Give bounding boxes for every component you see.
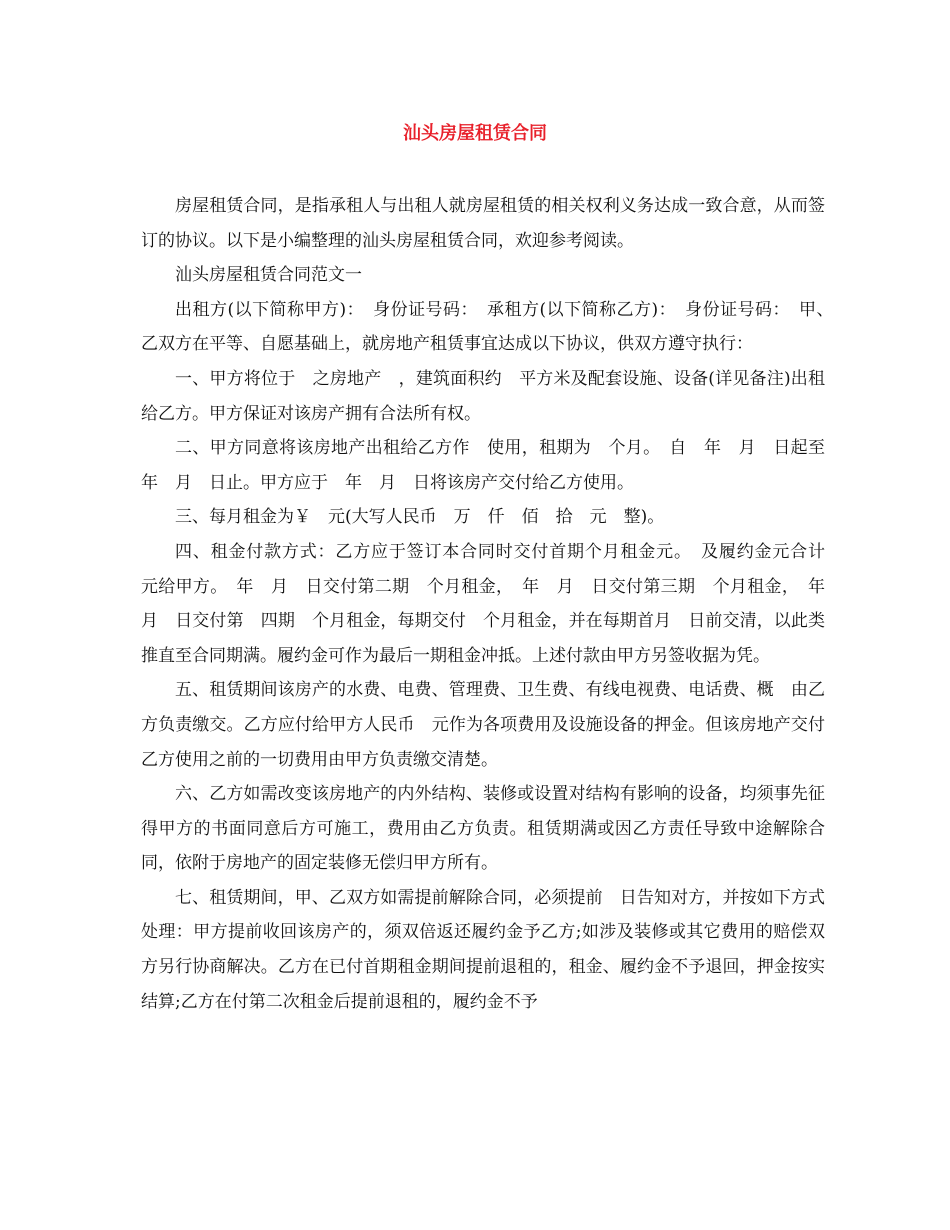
clause-7: 七、租赁期间，甲、乙双方如需提前解除合同，必须提前 日告知对方，并按如下方式处理：甲方提前收回该房产的，须双倍返还履约金予乙方;如涉及装修或其它费用的赔偿双方另行协商解决。乙方在已付首期租金期间提前退租的，租金、履约金不予退回，押金按实结算;乙方在付第二次租金后提前退租的，履约金不予 (141, 887, 825, 1012)
section-heading: 汕头房屋租赁合同范文一 (175, 265, 362, 286)
clause-6: 六、乙方如需改变该房地产的内外结构、装修或设置对结构有影响的设备，均须事先征得甲方的书面同意后方可施工，费用由乙方负责。租赁期满或因乙方责任导致中途解除合同，依附于房地产的固定装修无偿归甲方所有。 (141, 784, 825, 874)
clause-4: 四、租金付款方式：乙方应于签订本合同时交付首期个月租金元。 及履约金元合计 元给甲方。 年 月 日交付第二期 个月租金， 年 月 日交付第三期 个月租金， 年 月 日交付第 四期 个月租金，每期交付 个月租金，并在每期首月 日前交清，以此类推直至合同期满。履约金可作为最后一期租金冲抵。上述付款由甲方另签收据为凭。 (141, 541, 842, 666)
parties-paragraph: 出租方(以下简称甲方)： 身份证号码： 承租方(以下简称乙方)： 身份证号码： 甲、 乙双方在平等、自愿基础上，就房地产租赁事宜达成以下协议，供双方遵守执行： (141, 299, 842, 355)
clause-5: 五、租赁期间该房产的水费、电费、管理费、卫生费、有线电视费、电话费、概 由乙方负责缴交。乙方应付给甲方人民币 元作为各项费用及设施设备的押金。但该房地产交付乙方使用之前的一切费用由甲方负责缴交清楚。 (141, 680, 825, 770)
clause-1: 一、甲方将位于 之房地产 ，建筑面积约 平方米及配套设施、设备(详见备注)出租给乙方。甲方保证对该房产拥有合法所有权。 (141, 368, 825, 424)
clause-2: 二、甲方同意将该房地产出租给乙方作 使用，租期为 个月。 自 年 月 日起至 年 月 日止。甲方应于 年 月 日将该房产交付给乙方使用。 (141, 438, 842, 493)
clause-3: 三、每月租金为￥ 元(大写人民币 万 仟 佰 拾 元 整)。 (175, 507, 665, 528)
intro-paragraph: 房屋租赁合同，是指承租人与出租人就房屋租赁的相关权利义务达成一致合意，从而签订的协议。以下是小编整理的汕头房屋租赁合同，欢迎参考阅读。 (141, 196, 825, 251)
document-body (141, 189, 842, 1019)
page-title: 汕头房屋租赁合同 (403, 123, 547, 144)
